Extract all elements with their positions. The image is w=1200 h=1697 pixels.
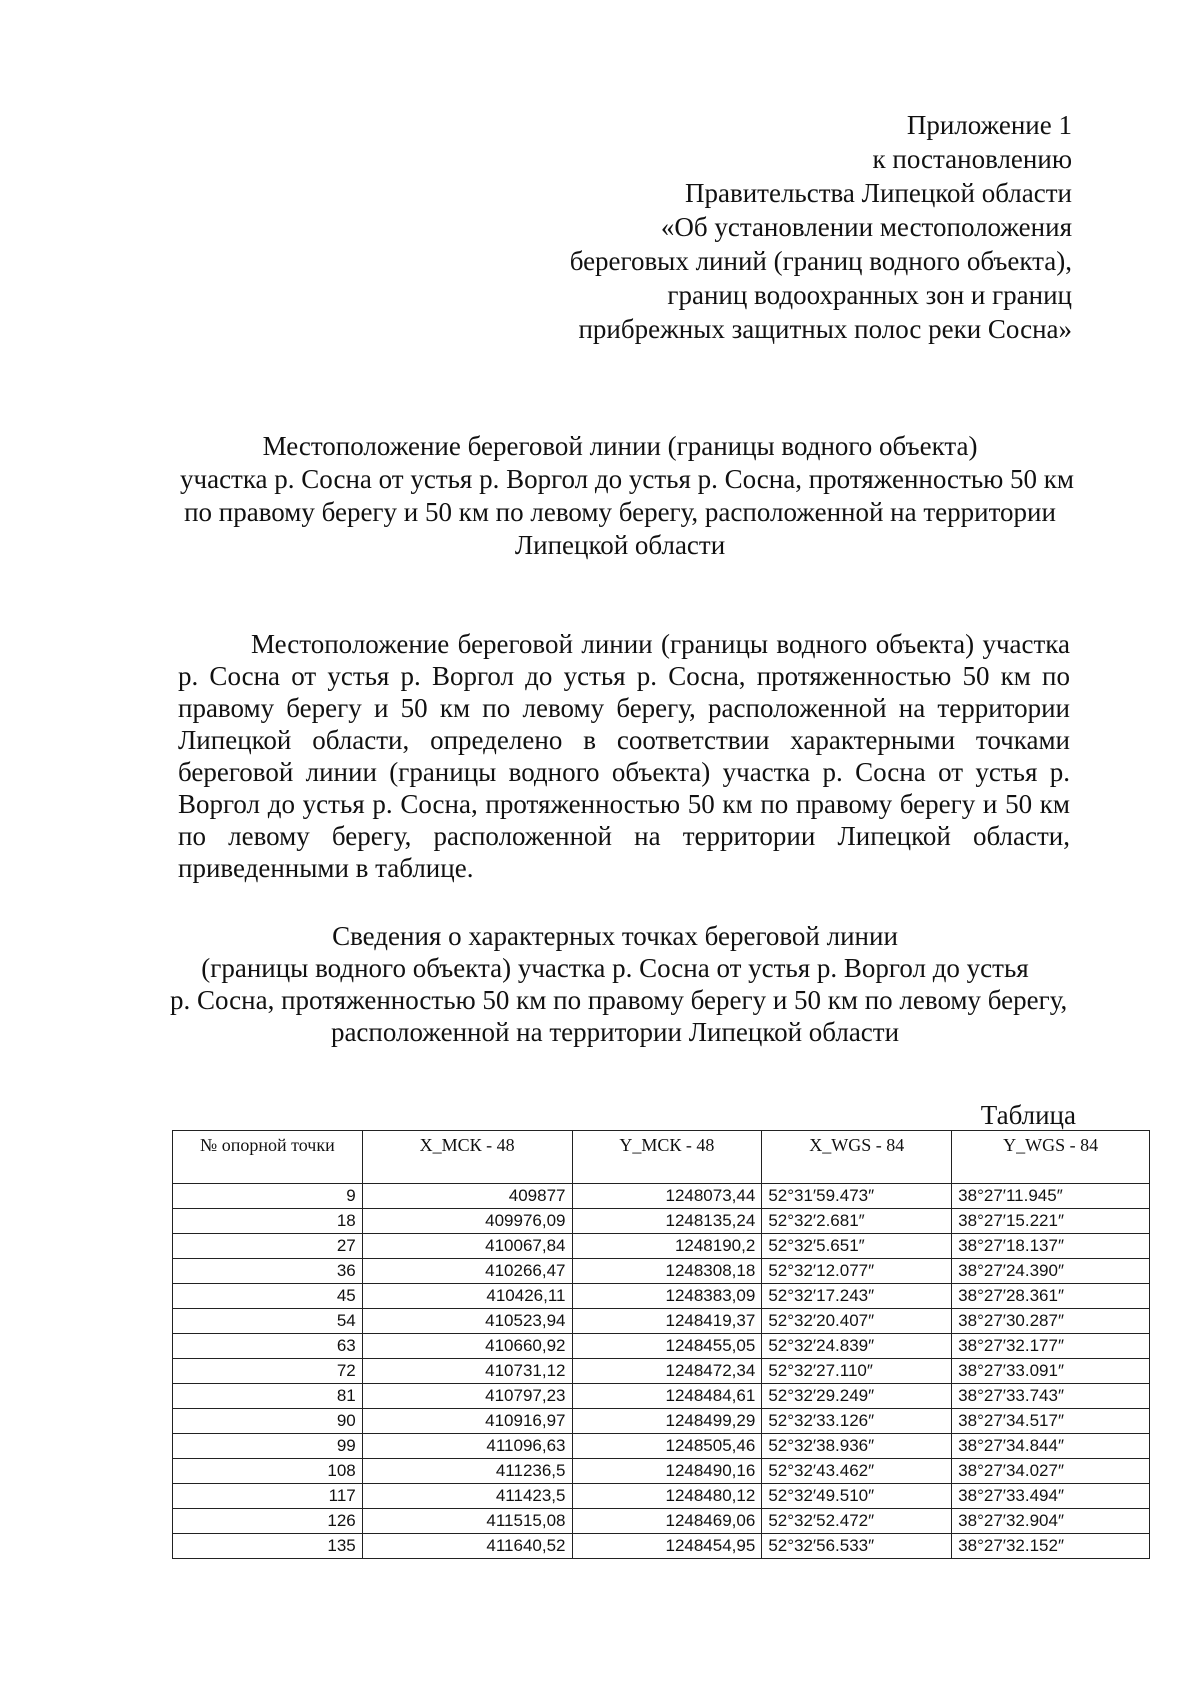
table-row	[173, 1184, 1150, 1209]
cell-x-msk: 411236,5	[362, 1459, 572, 1484]
cell-x-wgs: 52°32′56.533″	[762, 1534, 952, 1559]
table-row	[173, 1534, 1150, 1559]
table-row	[173, 1459, 1150, 1484]
cell-y-wgs: 38°27′28.361″	[952, 1284, 1150, 1309]
cell-x-wgs: 52°32′29.249″	[762, 1384, 952, 1409]
cell-x-msk: 410731,12	[362, 1359, 572, 1384]
cell-y-msk: 1248135,24	[572, 1209, 762, 1234]
cell-y-wgs: 38°27′15.221″	[952, 1209, 1150, 1234]
cell-x-msk: 410660,92	[362, 1334, 572, 1359]
table-row	[173, 1434, 1150, 1459]
document-title	[180, 430, 1075, 562]
cell-point-number: 108	[173, 1459, 363, 1484]
cell-y-wgs: 38°27′33.494″	[952, 1484, 1150, 1509]
cell-y-msk: 1248505,46	[572, 1434, 762, 1459]
cell-y-wgs: 38°27′33.091″	[952, 1359, 1150, 1384]
cell-point-number: 99	[173, 1434, 363, 1459]
appendix-line: границ водоохранных зон и границ	[667, 280, 1072, 310]
cell-y-wgs: 38°27′18.137″	[952, 1234, 1150, 1259]
subtitle-line: Сведения о характерных точках береговой линии	[332, 921, 898, 951]
cell-point-number: 72	[173, 1359, 363, 1384]
cell-x-wgs: 52°32′5.651″	[762, 1234, 952, 1259]
subtitle-line: р. Сосна, протяженностью 50 км по правому берегу и 50 км по левому берегу,	[170, 985, 1068, 1015]
cell-x-msk: 411096,63	[362, 1434, 572, 1459]
cell-x-msk: 411515,08	[362, 1509, 572, 1534]
cell-y-wgs: 38°27′32.177″	[952, 1334, 1150, 1359]
cell-y-wgs: 38°27′11.945″	[952, 1184, 1150, 1209]
cell-y-msk: 1248472,34	[572, 1359, 762, 1384]
cell-point-number: 135	[173, 1534, 363, 1559]
table-heading	[170, 920, 1068, 1048]
cell-x-msk: 410916,97	[362, 1409, 572, 1434]
table-row	[173, 1234, 1150, 1259]
cell-x-msk: 410426,11	[362, 1284, 572, 1309]
cell-x-msk: 409976,09	[362, 1209, 572, 1234]
header-x-msk: X_МСК - 48	[362, 1131, 572, 1184]
table-caption: Таблица	[980, 1100, 1076, 1130]
cell-point-number: 81	[173, 1384, 363, 1409]
cell-x-wgs: 52°31′59.473″	[762, 1184, 952, 1209]
cell-y-wgs: 38°27′34.844″	[952, 1434, 1150, 1459]
table-row	[173, 1384, 1150, 1409]
appendix-line: прибрежных защитных полос реки Сосна»	[578, 314, 1072, 344]
cell-x-wgs: 52°32′12.077″	[762, 1259, 952, 1284]
cell-point-number: 18	[173, 1209, 363, 1234]
cell-y-wgs: 38°27′34.027″	[952, 1459, 1150, 1484]
cell-point-number: 9	[173, 1184, 363, 1209]
appendix-line: «Об установлении местоположения	[660, 212, 1072, 242]
appendix-line: Правительства Липецкой области	[684, 178, 1072, 208]
cell-x-wgs: 52°32′33.126″	[762, 1409, 952, 1434]
cell-y-msk: 1248073,44	[572, 1184, 762, 1209]
cell-x-wgs: 52°32′49.510″	[762, 1484, 952, 1509]
table-row	[173, 1409, 1150, 1434]
cell-y-msk: 1248454,95	[572, 1534, 762, 1559]
table-row	[173, 1334, 1150, 1359]
cell-x-msk: 410067,84	[362, 1234, 572, 1259]
cell-x-wgs: 52°32′2.681″	[762, 1209, 952, 1234]
header-x-wgs: X_WGS - 84	[762, 1131, 952, 1184]
body-paragraph: Местоположение береговой линии (границы водного объекта) участка р. Сосна от устья р. Воргол до устья р. Сосна, протяженностью 50 км по правому берегу и 50 км по левому берегу, расположенной на территории Липецкой области, определено в соответствии характерными точками береговой линии (границы водного объекта) участка р. Сосна от устья р. Воргол до устья р. Сосна, протяженностью 50 км по правому берегу и 50 км по левому берегу, расположенной на территории Липецкой области, приведенными в таблице.	[178, 629, 1070, 883]
table-header-row	[173, 1131, 1150, 1184]
cell-y-wgs: 38°27′34.517″	[952, 1409, 1150, 1434]
cell-y-msk: 1248469,06	[572, 1509, 762, 1534]
cell-point-number: 117	[173, 1484, 363, 1509]
appendix-line: к постановлению	[872, 144, 1072, 174]
cell-x-wgs: 52°32′52.472″	[762, 1509, 952, 1534]
cell-x-wgs: 52°32′27.110″	[762, 1359, 952, 1384]
subtitle-line: (границы водного объекта) участка р. Сосна от устья р. Воргол до устья	[201, 953, 1029, 983]
cell-y-msk: 1248484,61	[572, 1384, 762, 1409]
cell-x-msk: 411423,5	[362, 1484, 572, 1509]
cell-x-wgs: 52°32′43.462″	[762, 1459, 952, 1484]
cell-y-wgs: 38°27′30.287″	[952, 1309, 1150, 1334]
header-y-msk: Y_МСК - 48	[572, 1131, 762, 1184]
cell-y-wgs: 38°27′33.743″	[952, 1384, 1150, 1409]
title-line: по правому берегу и 50 км по левому берегу, расположенной на территории	[184, 497, 1056, 527]
cell-x-msk: 410797,23	[362, 1384, 572, 1409]
table-row	[173, 1259, 1150, 1284]
table-row	[173, 1484, 1150, 1509]
cell-y-msk: 1248419,37	[572, 1309, 762, 1334]
table-row	[173, 1509, 1150, 1534]
title-line: Местоположение береговой линии (границы водного объекта)	[262, 431, 978, 461]
cell-y-msk: 1248480,12	[572, 1484, 762, 1509]
table-row	[173, 1309, 1150, 1334]
cell-x-wgs: 52°32′20.407″	[762, 1309, 952, 1334]
cell-y-msk: 1248499,29	[572, 1409, 762, 1434]
appendix-line: береговых линий (границ водного объекта),	[569, 246, 1072, 276]
cell-y-wgs: 38°27′32.904″	[952, 1509, 1150, 1534]
title-line: Липецкой области	[514, 530, 726, 560]
cell-x-msk: 410523,94	[362, 1309, 572, 1334]
cell-x-wgs: 52°32′24.839″	[762, 1334, 952, 1359]
cell-point-number: 45	[173, 1284, 363, 1309]
appendix-header	[570, 108, 1072, 346]
cell-x-wgs: 52°32′38.936″	[762, 1434, 952, 1459]
cell-y-msk: 1248190,2	[572, 1234, 762, 1259]
title-line: участка р. Сосна от устья р. Воргол до устья р. Сосна, протяженностью 50 км	[180, 464, 1075, 494]
cell-point-number: 63	[173, 1334, 363, 1359]
cell-point-number: 27	[173, 1234, 363, 1259]
cell-y-msk: 1248490,16	[572, 1459, 762, 1484]
cell-point-number: 54	[173, 1309, 363, 1334]
cell-point-number: 36	[173, 1259, 363, 1284]
cell-x-wgs: 52°32′17.243″	[762, 1284, 952, 1309]
table-row	[173, 1284, 1150, 1309]
cell-y-msk: 1248383,09	[572, 1284, 762, 1309]
table-row	[173, 1359, 1150, 1384]
subtitle-line: расположенной на территории Липецкой области	[330, 1017, 900, 1047]
cell-x-msk: 409877	[362, 1184, 572, 1209]
header-y-wgs: Y_WGS - 84	[952, 1131, 1150, 1184]
cell-y-wgs: 38°27′32.152″	[952, 1534, 1150, 1559]
cell-y-wgs: 38°27′24.390″	[952, 1259, 1150, 1284]
cell-y-msk: 1248455,05	[572, 1334, 762, 1359]
cell-point-number: 126	[173, 1509, 363, 1534]
appendix-line: Приложение 1	[906, 110, 1072, 140]
cell-x-msk: 411640,52	[362, 1534, 572, 1559]
header-point-number: № опорной точки	[173, 1131, 363, 1184]
cell-y-msk: 1248308,18	[572, 1259, 762, 1284]
cell-point-number: 90	[173, 1409, 363, 1434]
coordinates-table	[172, 1130, 1150, 1559]
table-row	[173, 1209, 1150, 1234]
cell-x-msk: 410266,47	[362, 1259, 572, 1284]
